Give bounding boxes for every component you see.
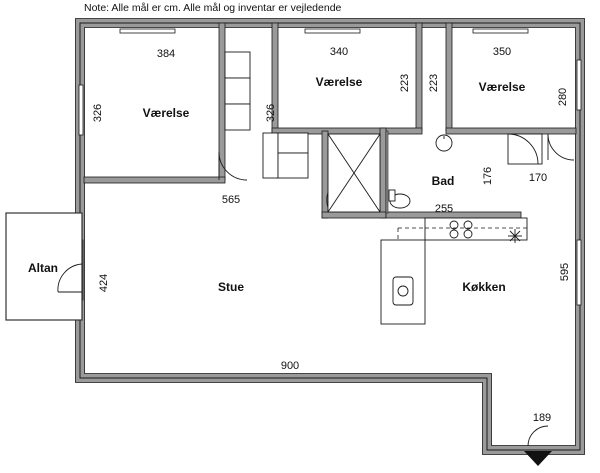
kitchen-fixtures xyxy=(381,218,527,324)
dimension-170: 170 xyxy=(528,172,548,184)
room-label-vaerelse-3: Værelse xyxy=(478,80,526,94)
hall-cabinets xyxy=(328,134,380,212)
room-label-kokken: Køkken xyxy=(462,280,506,294)
room-label-altan: Altan xyxy=(28,261,58,275)
room-label-vaerelse-2: Værelse xyxy=(315,75,363,89)
dimension-340: 340 xyxy=(329,46,349,58)
dimension-326-mid: 326 xyxy=(265,103,277,123)
dimension-595: 595 xyxy=(559,262,571,282)
dimension-326-left: 326 xyxy=(92,103,104,123)
dimension-280: 280 xyxy=(557,87,569,107)
dimension-900: 900 xyxy=(280,360,300,372)
dimension-223-right: 223 xyxy=(428,73,440,93)
dimension-565: 565 xyxy=(221,194,241,206)
dimension-176: 176 xyxy=(482,166,494,186)
dimension-223-left: 223 xyxy=(399,73,411,93)
dimension-350: 350 xyxy=(492,46,512,58)
dimension-189: 189 xyxy=(532,412,552,424)
dimension-255: 255 xyxy=(434,203,454,215)
room-label-stue: Stue xyxy=(217,280,245,294)
entrance-marker xyxy=(524,451,552,466)
dimension-384: 384 xyxy=(156,48,176,60)
bathroom-fixtures xyxy=(389,134,542,208)
plan-note: Note: Alle mål er cm. Alle mål og inventar er vejledende xyxy=(84,2,342,14)
dimension-424: 424 xyxy=(98,273,110,293)
room-label-vaerelse-1: Værelse xyxy=(142,106,190,120)
room-label-bad: Bad xyxy=(431,174,455,188)
